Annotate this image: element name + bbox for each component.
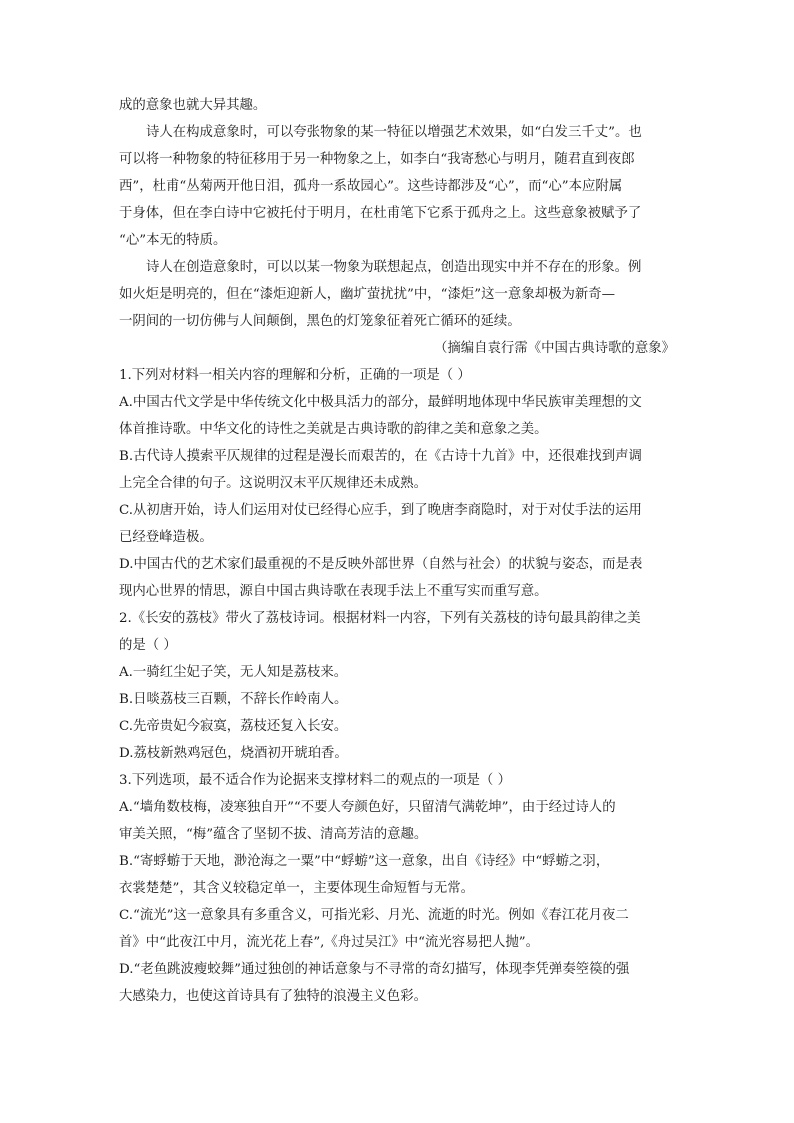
paragraph-association <box>119 254 675 335</box>
option-d-cont: 现内心世界的情思，源自中国古典诗歌在表现手法上不重写实而重写意。 <box>119 584 548 599</box>
option-d: D.荔枝新熟鸡冠色，烧酒初开琥珀香。 <box>119 746 348 761</box>
option-c-cont: 已经登峰造极。 <box>119 530 213 545</box>
question-2 <box>119 605 675 767</box>
option-a-cont: 审美关照，“梅”蕴含了坚韧不拔、清高芳洁的意趣。 <box>119 827 428 842</box>
option-b: B.古代诗人摸索平仄规律的过程是漫长而艰苦的，在《古诗十九首》中，还很难找到声调 <box>119 449 642 464</box>
option-b-cont: 衣裳楚楚”，其含义较稳定单一，主要体现生命短暂与无常。 <box>119 881 474 896</box>
text-line: 诗人在构成意象时，可以夸张物象的某一特征以增强艺术效果，如“白发三千丈”。也 <box>146 125 642 140</box>
option-b-cont: 上完全合律的句子。这说明汉末平仄规律还未成熟。 <box>119 476 427 491</box>
option-a-cont: 体首推诗歌。中华文化的诗性之美就是古典诗歌的韵律之美和意象之美。 <box>119 422 548 437</box>
question-stem: 2.《长安的荔枝》带火了荔枝诗词。根据材料一内容，下列有关荔枝的诗句最具韵律之美 <box>119 611 641 626</box>
option-c: C.先帝贵妃今寂寞，荔枝还复入长安。 <box>119 719 348 734</box>
question-stem: 1.下列对材料一相关内容的理解和分析，正确的一项是（ ） <box>119 368 471 383</box>
option-d: D.“老鱼跳波瘦蛟舞”通过独创的神话意象与不寻常的奇幻描写，体现李凭弹奏箜篌的强 <box>119 962 630 977</box>
text-line: 一阴间的一切仿佛与人间颠倒，黑色的灯笼象征着死亡循环的延续。 <box>119 314 521 329</box>
document-page <box>119 92 675 1010</box>
text-line: 于身体，但在李白诗中它被托付于明月，在杜甫笔下它系于孤舟之上。这些意象被赋予了 <box>119 206 642 221</box>
option-a: A.“墙角数枝梅，凌寒独自开”“不要人夸颜色好，只留清气满乾坤”，由于经过诗人的 <box>119 800 616 815</box>
option-b: B.日啖荔枝三百颗，不辞长作岭南人。 <box>119 692 348 707</box>
text-line: 西”，杜甫“丛菊两开他日泪，孤舟一系故园心”。这些诗都涉及“心”，而“心”本应附属 <box>119 179 623 194</box>
text-line: 诗人在创造意象时，可以以某一物象为联想起点，创造出现实中并不存在的形象。例 <box>146 260 642 275</box>
question-1 <box>119 362 675 605</box>
question-stem-cont: 的是（ ） <box>119 638 177 653</box>
passage <box>119 92 675 362</box>
question-stem: 3.下列选项，最不适合作为论据来支撑材料二的观点的一项是（ ） <box>119 773 511 788</box>
option-c-cont: 首》中“此夜江中月，流光花上春”,《舟过吴江》中“流光容易把人抛”。 <box>119 935 539 950</box>
source-citation: （摘编自袁行霈《中国古典诗歌的意象》 <box>433 341 675 356</box>
option-c: C.从初唐开始，诗人们运用对仗已经得心应手，到了晚唐李商隐时，对于对仗手法的运用 <box>119 503 642 518</box>
option-c: C.“流光”这一意象具有多重含义，可指光彩、月光、流逝的时光。例如《春江花月夜二 <box>119 908 629 923</box>
text-line: 如火炬是明亮的，但在“漆炬迎新人，幽圹萤扰扰”中，“漆炬”这一意象却极为新奇— <box>119 287 616 302</box>
option-d: D.中国古代的艺术家们最重视的不是反映外部世界（自然与社会）的状貌与姿态，而是表 <box>119 557 643 572</box>
option-b: B.“寄蜉蝣于天地，渺沧海之一粟”中“蜉蝣”这一意象，出自《诗经》中“蜉蝣之羽， <box>119 854 610 869</box>
option-a: A.一骑红尘妃子笑，无人知是荔枝来。 <box>119 665 348 680</box>
text-line: 可以将一种物象的特征移用于另一种物象之上，如李白“我寄愁心与明月，随君直到夜郎 <box>119 152 635 167</box>
text-line: 成的意象也就大异其趣。 <box>119 98 267 113</box>
question-3 <box>119 767 675 1010</box>
option-a: A.中国古代文学是中华传统文化中极具活力的部分，最鲜明地体现中华民族审美理想的文 <box>119 395 642 410</box>
paragraph-exaggeration <box>119 119 675 254</box>
option-d-cont: 大感染力，也使这首诗具有了独特的浪漫主义色彩。 <box>119 989 427 1004</box>
text-line: “心”本无的特质。 <box>119 233 227 248</box>
